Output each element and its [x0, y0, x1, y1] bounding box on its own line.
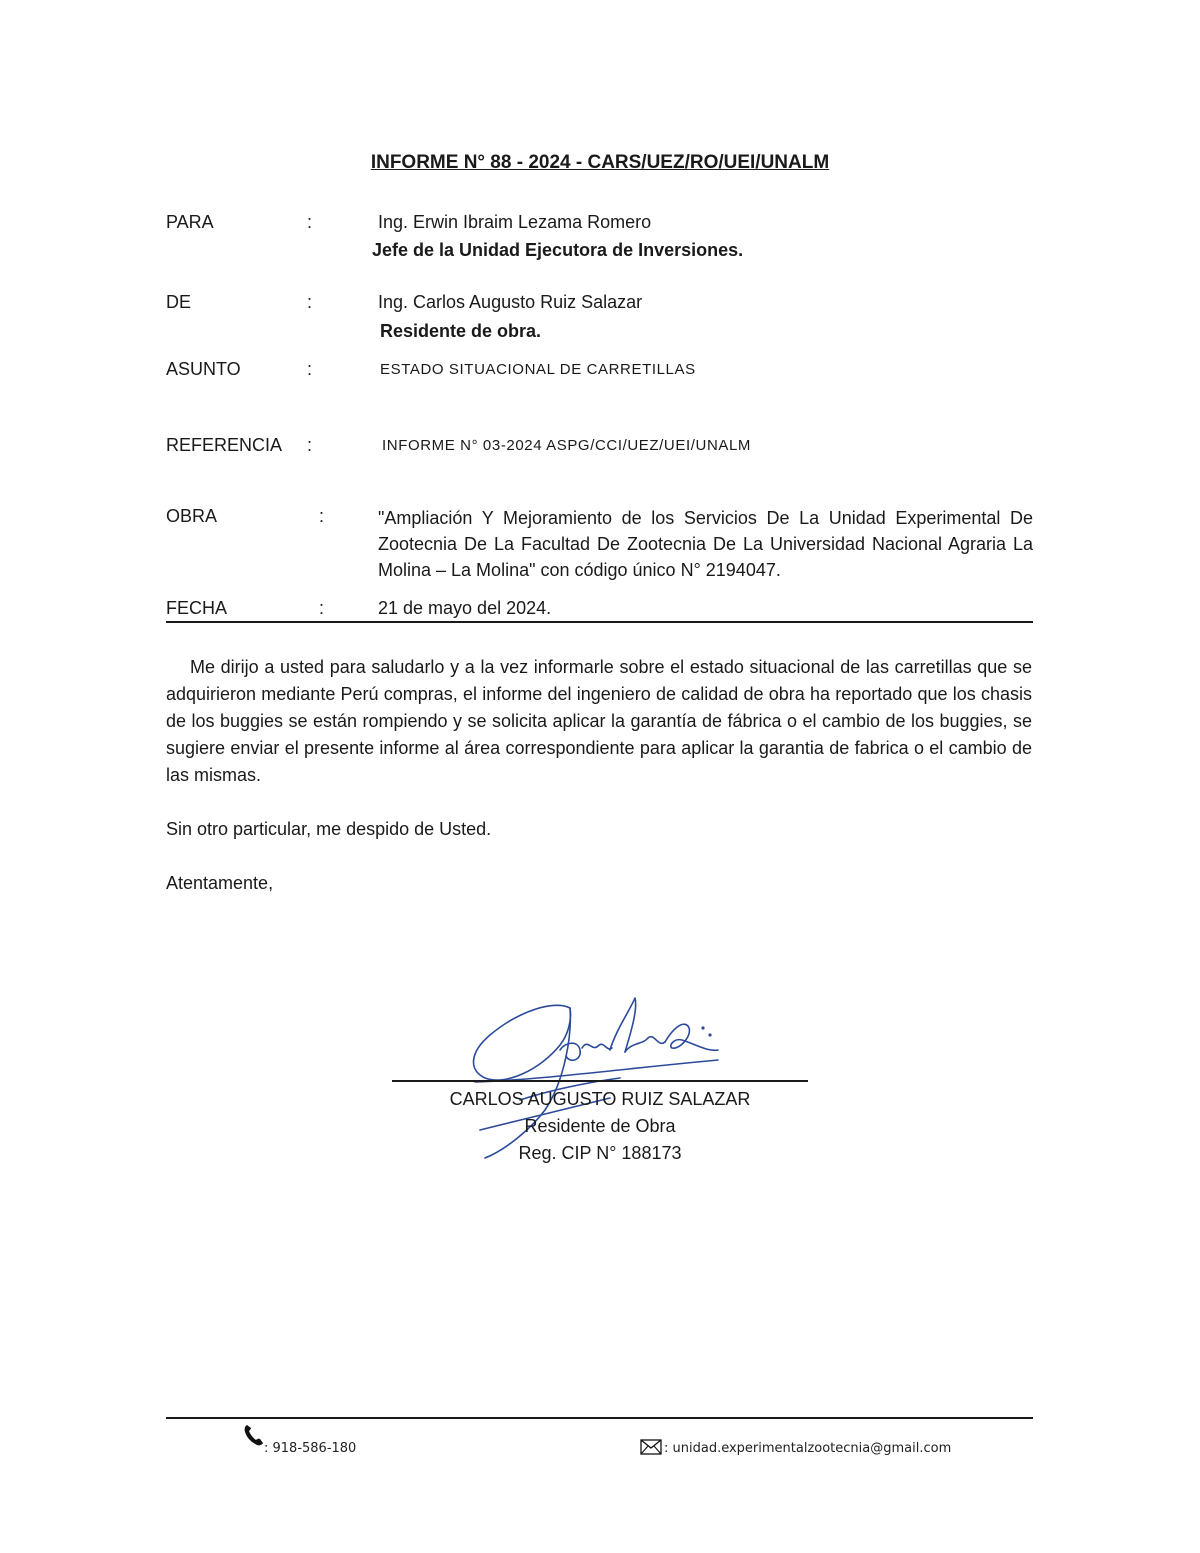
referencia-colon: :: [307, 435, 313, 455]
footer-phone: : 918-586-180: [264, 1441, 357, 1456]
phone-icon: [243, 1423, 265, 1447]
referencia-label: REFERENCIA: [166, 435, 283, 455]
asunto-colon: :: [307, 359, 313, 379]
referencia-value: INFORME N° 03-2024 ASPG/CCI/UEZ/UEI/UNALM: [382, 437, 752, 454]
de-name: Ing. Carlos Augusto Ruiz Salazar: [378, 292, 643, 312]
signatory-role: Residente de Obra: [524, 1116, 676, 1136]
document-title: INFORME N° 88 - 2024 - CARS/UEZ/RO/UEI/UNALM: [370, 152, 830, 173]
fecha-value: 21 de mayo del 2024.: [378, 598, 552, 618]
obra-value: "Ampliación Y Mejoramiento de los Servicios De La Unidad Experimental De Zootecnia De La Facultad De Zootecnia De La Universidad Nacional Agraria La Molina – La Molina" con código único N° 2194047.: [378, 508, 1033, 580]
obra-label: OBRA: [166, 506, 218, 526]
body-paragraph: Me dirijo a usted para saludarlo y a la vez informarle sobre el estado situacional de las carretillas que se adquirieron mediante Perú compras, el informe del ingeniero de calidad de obra ha reportado que los chasis de los buggies se están rompiendo y se solicita aplicar la garantía de fábrica o el cambio de los buggies, se sugiere enviar el presente informe al área correspondiente para aplicar la garantia de fabrica o el cambio de las mismas.: [166, 657, 1032, 785]
header-divider: [166, 621, 1033, 623]
signatory-registration: Reg. CIP N° 188173: [518, 1143, 682, 1163]
salutation-text: Atentamente,: [166, 873, 274, 893]
footer-divider: [166, 1417, 1033, 1419]
fecha-colon: :: [319, 598, 325, 618]
para-name: Ing. Erwin Ibraim Lezama Romero: [378, 212, 652, 232]
obra-colon: :: [319, 506, 325, 526]
signatory-name: CARLOS AUGUSTO RUIZ SALAZAR: [449, 1089, 751, 1109]
envelope-icon: [640, 1439, 662, 1455]
closing-text: Sin otro particular, me despido de Usted.: [166, 819, 492, 839]
para-colon: :: [307, 212, 313, 232]
signature-line: [392, 1080, 808, 1082]
para-role: Jefe de la Unidad Ejecutora de Inversiones.: [372, 240, 744, 260]
de-colon: :: [307, 292, 313, 312]
asunto-value: ESTADO SITUACIONAL DE CARRETILLAS: [380, 361, 696, 378]
asunto-label: ASUNTO: [166, 359, 241, 379]
de-label: DE: [166, 292, 192, 312]
fecha-label: FECHA: [166, 598, 228, 618]
de-role: Residente de obra.: [380, 321, 542, 341]
footer-email: : unidad.experimentalzootecnia@gmail.com: [664, 1441, 952, 1456]
para-label: PARA: [166, 212, 214, 232]
